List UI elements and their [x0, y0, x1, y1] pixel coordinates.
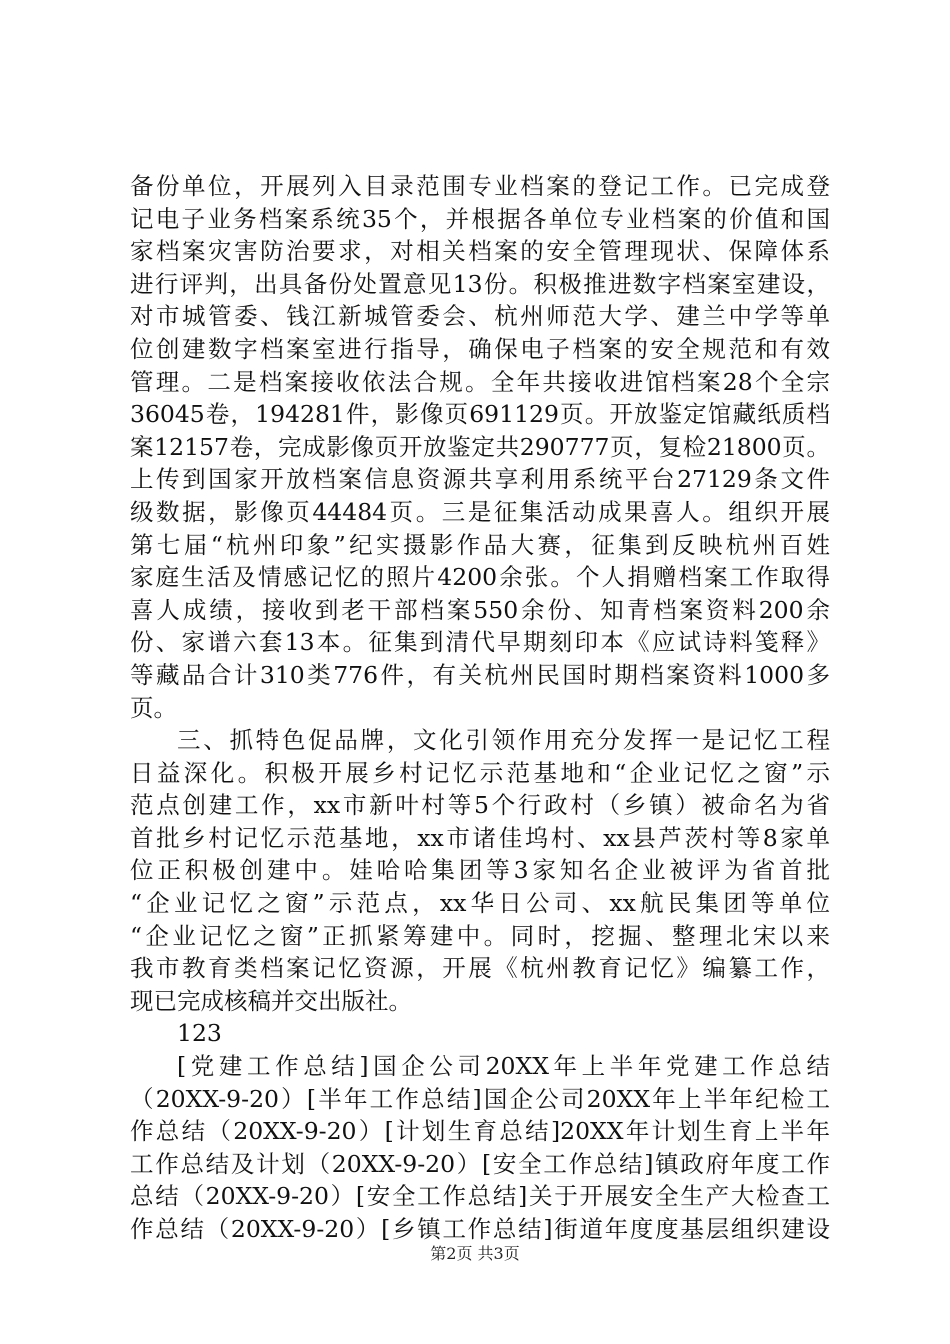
text-line: 级数据，影像页44484页。三是征集活动成果喜人。组织开展 [130, 497, 830, 526]
text-line: 管理。二是档案接收依法合规。全年共接收进馆档案28个全宗 [130, 367, 830, 396]
document-body [130, 170, 830, 1246]
text-line: 36045卷，194281件，影像页691129页。开放鉴定馆藏纸质档 [130, 400, 830, 429]
page-number-text: 123 [177, 1019, 222, 1048]
text-line: 位创建数字档案室进行指导，确保电子档案的安全规范和有效 [130, 334, 830, 363]
text-line: 家档案灾害防治要求，对相关档案的安全管理现状、保障体系 [130, 237, 830, 266]
text-line: 份、家谱六套13本。征集到清代早期刻印本《应试诗料笺释》 [130, 628, 830, 657]
related-links-line: [党建工作总结]国企公司20XX年上半年党建工作总结 [177, 1052, 830, 1081]
page-footer [0, 1244, 950, 1264]
page-indicator: 第2页 共3页 [430, 1244, 520, 1263]
text-line: 记电子业务档案系统35个，并根据各单位专业档案的价值和国 [130, 204, 830, 233]
section-heading-line: 三、抓特色促品牌，文化引领作用充分发挥一是记忆工程 [177, 726, 830, 755]
text-line: 案12157卷，完成影像页开放鉴定共290777页，复检21800页。 [130, 432, 830, 461]
text-line: 喜人成绩，接收到老干部档案550余份、知青档案资料200余 [130, 595, 830, 624]
related-links-line: 作总结（20XX-9-20）[计划生育总结]20XX年计划生育上半年 [130, 1117, 830, 1146]
related-links-line: 作总结（20XX-9-20）[乡镇工作总结]街道年度度基层组织建设 [130, 1215, 830, 1243]
text-line: 第七届“杭州印象”纪实摄影作品大赛，征集到反映杭州百姓 [130, 530, 830, 559]
text-line: 进行评判，出具备份处置意见13份。积极推进数字档案室建设， [130, 269, 830, 298]
text-line: 上传到国家开放档案信息资源共享利用系统平台27129条文件 [130, 465, 830, 494]
text-line: 现已完成核稿并交出版社。 [130, 986, 412, 1015]
text-line: 我市教育类档案记忆资源，开展《杭州教育记忆》编纂工作， [130, 954, 830, 983]
text-line: 备份单位，开展列入目录范围专业档案的登记工作。已完成登 [130, 172, 830, 200]
text-line: 位正积极创建中。娃哈哈集团等3家知名企业被评为省首批 [130, 856, 830, 885]
text-line: “企业记忆之窗”正抓紧筹建中。同时，挖掘、整理北宋以来 [130, 921, 830, 950]
related-links-line: 工作总结及计划（20XX-9-20）[安全工作总结]镇政府年度工作 [130, 1149, 830, 1178]
related-links-line: 总结（20XX-9-20）[安全工作总结]关于开展安全生产大检查工 [130, 1182, 830, 1211]
text-line: 日益深化。积极开展乡村记忆示范基地和“企业记忆之窗”示 [130, 758, 830, 787]
text-line: 页。 [130, 693, 177, 722]
text-line: 等藏品合计310类776件，有关杭州民国时期档案资料1000多 [130, 660, 830, 689]
text-line: “企业记忆之窗”示范点，xx华日公司、xx航民集团等单位 [130, 889, 830, 918]
related-links-line: （20XX-9-20）[半年工作总结]国企公司20XX年上半年纪检工 [130, 1084, 830, 1113]
text-line: 家庭生活及情感记忆的照片4200余张。个人捐赠档案工作取得 [130, 563, 830, 592]
text-line: 范点创建工作，xx市新叶村等5个行政村（乡镇）被命名为省 [130, 791, 830, 820]
text-line: 对市城管委、钱江新城管委会、杭州师范大学、建兰中学等单 [130, 302, 830, 331]
text-line: 首批乡村记忆示范基地，xx市诸佳坞村、xx县芦茨村等8家单 [130, 823, 830, 852]
